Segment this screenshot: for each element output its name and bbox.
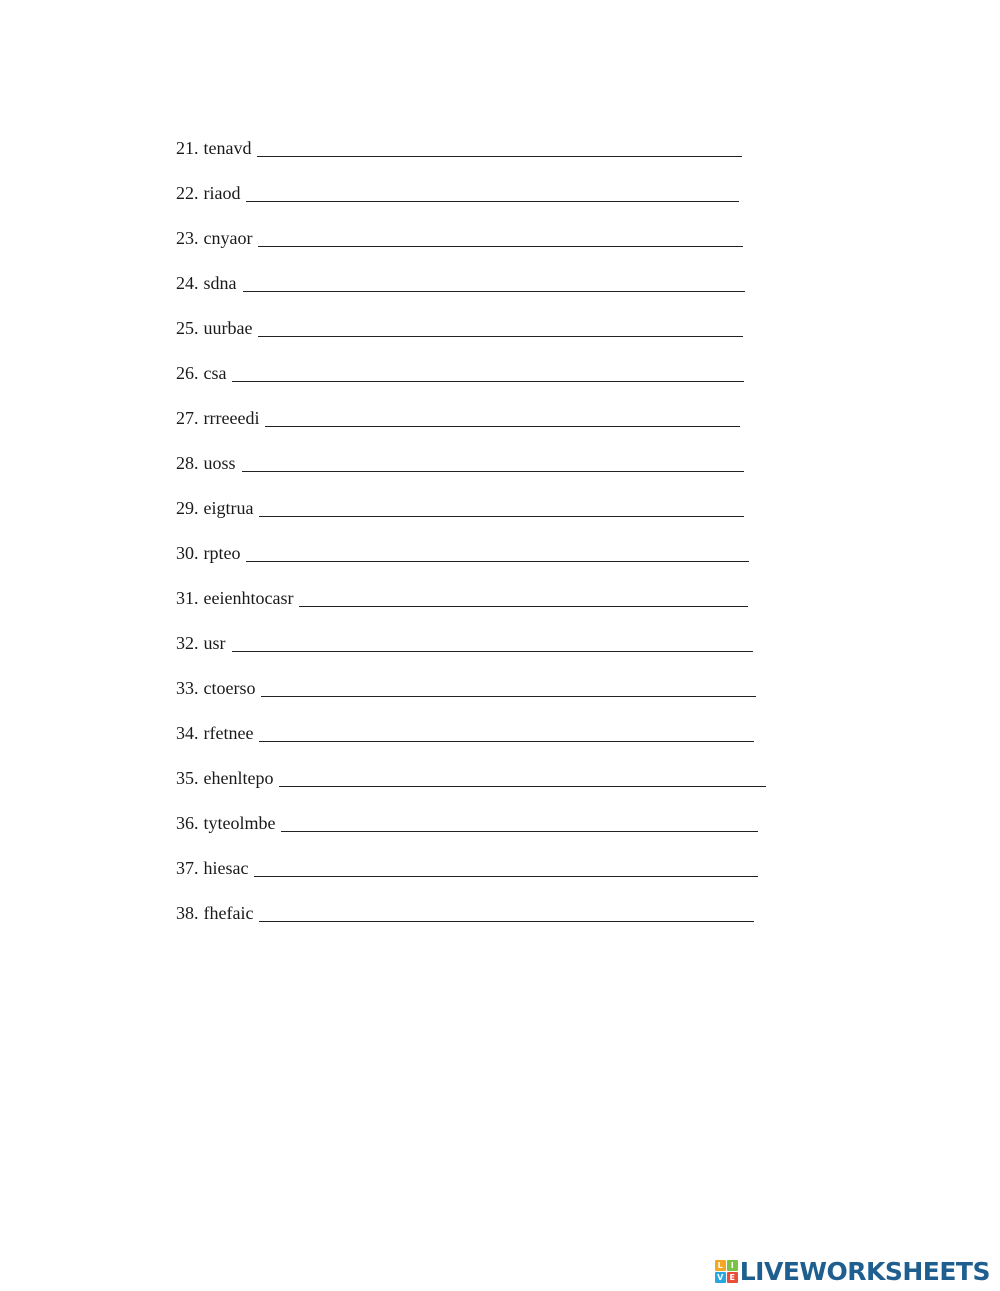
scrambled-word: rrreeedi [203, 408, 260, 428]
worksheet-item [176, 204, 776, 249]
scrambled-word: sdna [203, 273, 237, 293]
item-number: 30. [176, 543, 199, 563]
item-number: 25. [176, 318, 199, 338]
logo-block: V [715, 1272, 726, 1283]
item-number: 38. [176, 903, 199, 923]
answer-blank[interactable] [259, 903, 754, 922]
answer-blank[interactable] [258, 228, 743, 247]
answer-blank[interactable] [254, 858, 758, 877]
item-number: 32. [176, 633, 199, 653]
worksheet-item [176, 654, 776, 699]
scrambled-word: tyteolmbe [203, 813, 276, 833]
worksheet-item [176, 879, 776, 924]
worksheet-item [176, 834, 776, 879]
item-number: 24. [176, 273, 199, 293]
scrambled-word: rfetnee [203, 723, 254, 743]
worksheet-item [176, 609, 776, 654]
answer-blank[interactable] [242, 453, 744, 472]
item-number: 23. [176, 228, 199, 248]
logo-block: E [727, 1272, 738, 1283]
item-number: 35. [176, 768, 199, 788]
scrambled-word: usr [203, 633, 226, 653]
worksheet-item [176, 249, 776, 294]
item-number: 31. [176, 588, 199, 608]
item-number: 36. [176, 813, 199, 833]
answer-blank[interactable] [258, 318, 743, 337]
answer-blank[interactable] [243, 273, 746, 292]
item-number: 34. [176, 723, 199, 743]
worksheet-item [176, 699, 776, 744]
item-number: 33. [176, 678, 199, 698]
logo-block: I [727, 1260, 738, 1271]
worksheet-item [176, 474, 776, 519]
answer-blank[interactable] [257, 138, 742, 157]
item-number: 27. [176, 408, 199, 428]
worksheet-item [176, 789, 776, 834]
scrambled-word: ehenltepo [203, 768, 274, 788]
scrambled-word: riaod [203, 183, 241, 203]
live-logo-icon [715, 1260, 738, 1283]
worksheet-item [176, 294, 776, 339]
item-number: 26. [176, 363, 199, 383]
answer-blank[interactable] [265, 408, 740, 427]
scrambled-word: eigtrua [203, 498, 254, 518]
answer-blank[interactable] [261, 678, 756, 697]
scrambled-word: fhefaic [203, 903, 254, 923]
worksheet-item [176, 564, 776, 609]
worksheet-item [176, 159, 776, 204]
scrambled-word: rpteo [203, 543, 241, 563]
scrambled-word: uurbae [203, 318, 253, 338]
answer-blank[interactable] [246, 183, 739, 202]
answer-blank[interactable] [279, 768, 766, 787]
scrambled-word: cnyaor [203, 228, 253, 248]
item-number: 21. [176, 138, 199, 158]
answer-blank[interactable] [259, 723, 754, 742]
worksheet-list [176, 114, 776, 924]
answer-blank[interactable] [232, 633, 754, 652]
scrambled-word: csa [203, 363, 227, 383]
worksheet-item [176, 384, 776, 429]
scrambled-word: ctoerso [203, 678, 256, 698]
scrambled-word: tenavd [203, 138, 252, 158]
item-number: 29. [176, 498, 199, 518]
logo-block: L [715, 1260, 726, 1271]
scrambled-word: uoss [203, 453, 236, 473]
answer-blank[interactable] [299, 588, 748, 607]
worksheet-item [176, 429, 776, 474]
answer-blank[interactable] [281, 813, 758, 832]
worksheet-item [176, 339, 776, 384]
item-number: 28. [176, 453, 199, 473]
worksheet-item [176, 114, 776, 159]
scrambled-word: eeienhtocasr [203, 588, 294, 608]
worksheet-item [176, 519, 776, 564]
brand-name: LIVEWORKSHEETS [739, 1256, 990, 1286]
worksheet-item [176, 744, 776, 789]
answer-blank[interactable] [259, 498, 744, 517]
item-number: 22. [176, 183, 199, 203]
scrambled-word: hiesac [203, 858, 249, 878]
item-number: 37. [176, 858, 199, 878]
answer-blank[interactable] [246, 543, 749, 562]
answer-blank[interactable] [232, 363, 744, 382]
liveworksheets-logo [715, 1257, 990, 1285]
